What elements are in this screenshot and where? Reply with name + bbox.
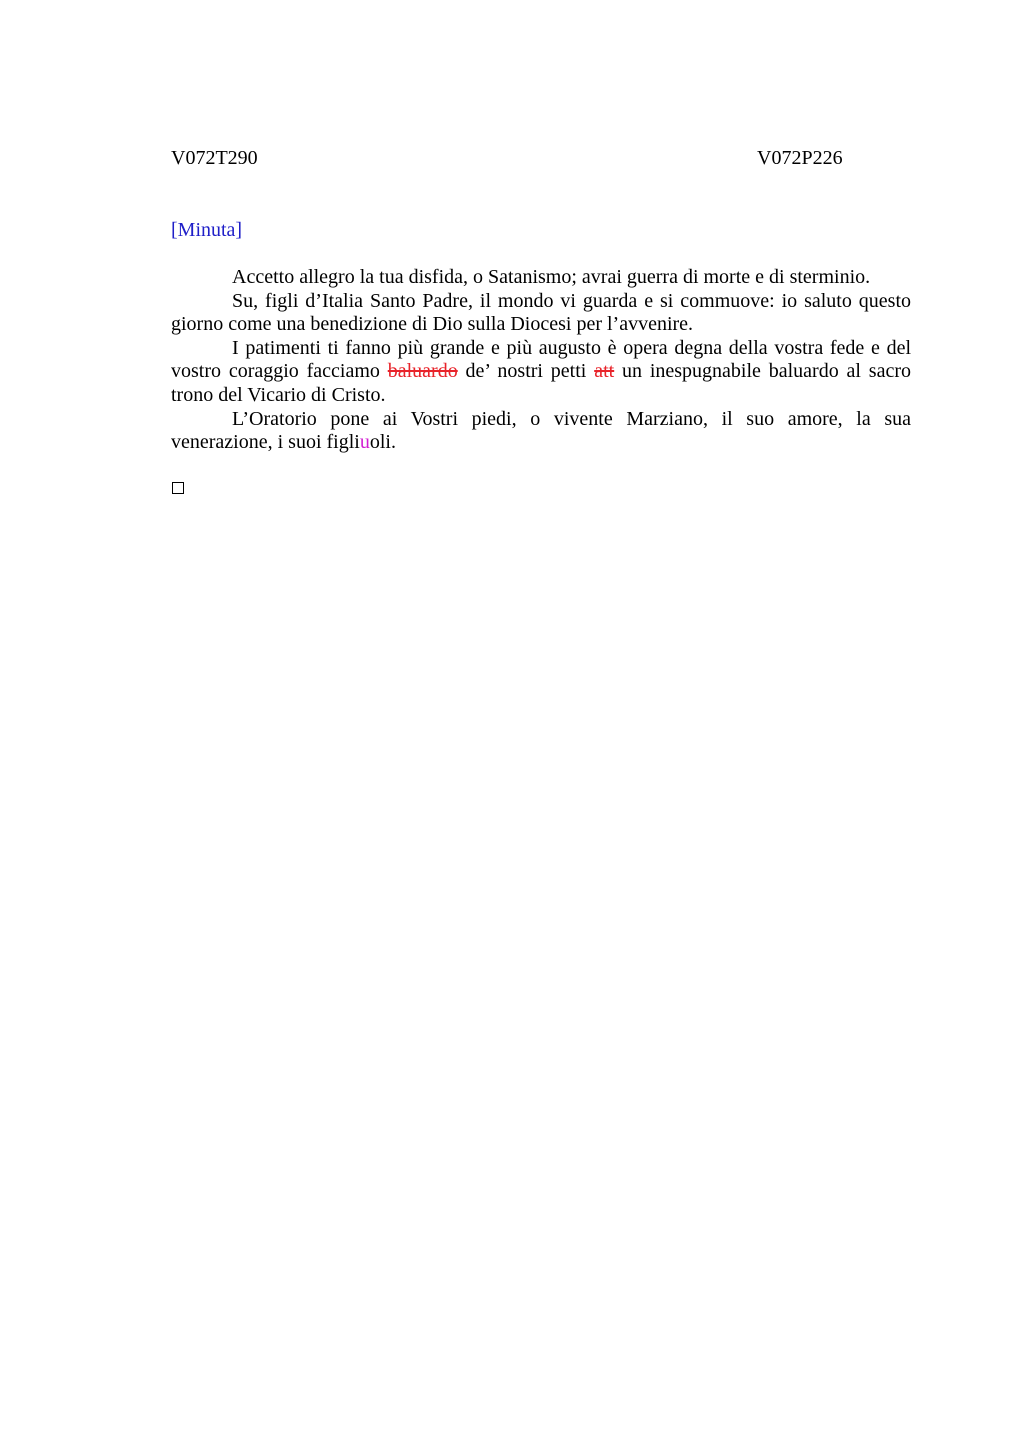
paragraph-2-text: Su, figli d’Italia Santo Padre, il mondo vi guarda e si commuove: io saluto questo giorno come una benedizione di Dio sulla Diocesi per l’avvenire. xyxy=(171,289,911,336)
paragraph-3-text-a: I patimenti ti fanno più grande e più augusto è opera degna della vostra fede e del vostro coraggio facciamo xyxy=(171,336,911,383)
document-code: V072T290 xyxy=(171,147,258,169)
document-body xyxy=(171,266,911,455)
deleted-word-baluardo: baluardo xyxy=(387,360,458,383)
section-label: [Minuta] xyxy=(171,219,243,241)
paragraph-3-text-c: un inespugnabile baluardo al sacro trono del Vicario di Cristo. xyxy=(171,360,912,406)
page-code: V072P226 xyxy=(757,147,843,169)
paragraph-1-text: Accetto allegro la tua disfida, o Satanismo; avrai guerra di morte e di sterminio. xyxy=(232,266,871,288)
square-outline-icon xyxy=(172,482,184,494)
deleted-word-att: att xyxy=(594,360,615,383)
paragraph-4-text-b: oli. xyxy=(369,431,396,454)
paragraph-4 xyxy=(171,408,911,455)
paragraph-4-text-a: L’Oratorio pone ai Vostri piedi, o vivente Marziano, il suo amore, la sua venerazione, i suoi figli xyxy=(171,407,911,454)
inserted-letter: u xyxy=(359,431,370,454)
paragraph-3-text-b: de’ nostri petti xyxy=(457,360,595,383)
paragraph-1 xyxy=(171,266,911,290)
paragraph-3 xyxy=(171,337,911,408)
paragraph-2 xyxy=(171,290,911,337)
